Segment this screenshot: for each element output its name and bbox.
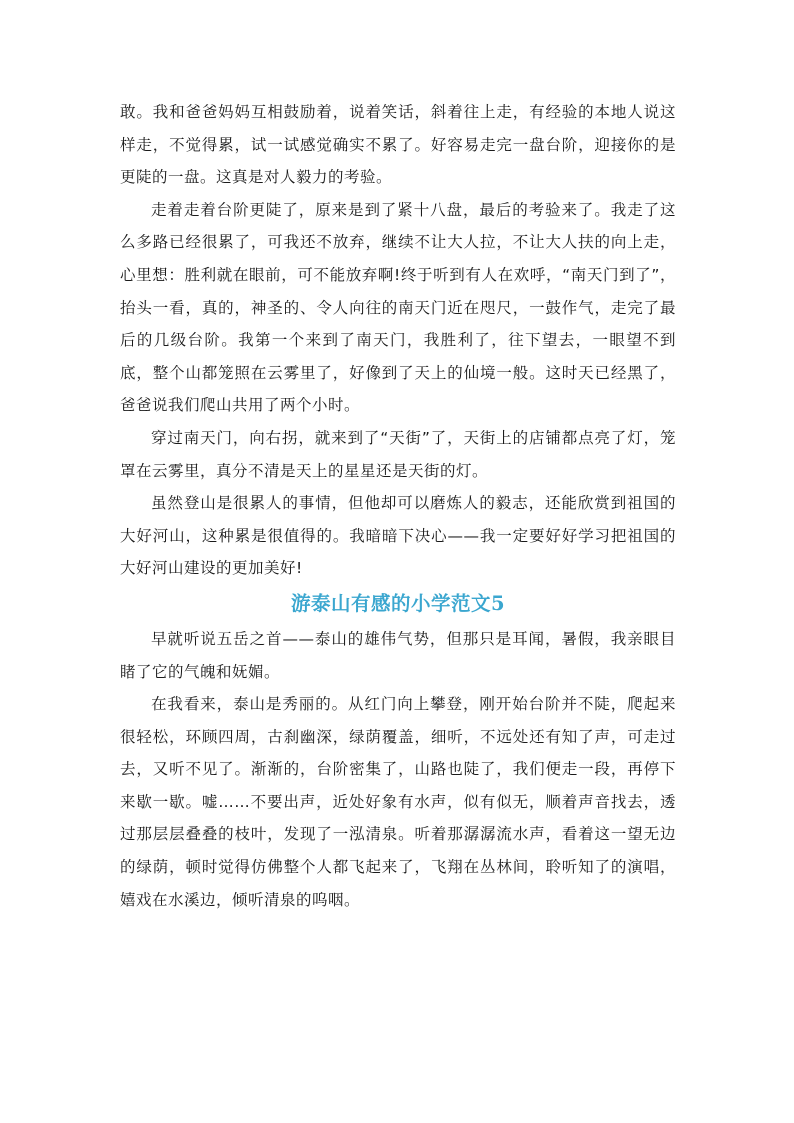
paragraph-5: 早就听说五岳之首——泰山的雄伟气势，但那只是耳闻，暑假，我亲眼目睹了它的气魄和妩媚。 xyxy=(120,629,676,681)
section-title: 游泰山有感的小学范文5 xyxy=(290,591,506,615)
paragraph-4: 虽然登山是很累人的事情，但他却可以磨炼人的毅志，还能欣赏到祖国的大好河山，这种累是很值得的。我暗暗下决心——我一定要好好学习把祖国的大好河山建设的更加美好! xyxy=(120,494,676,578)
paragraph-1: 敢。我和爸爸妈妈互相鼓励着，说着笑话，斜着往上走，有经验的本地人说这样走，不觉得累，试一试感觉确实不累了。好容易走完一盘台阶，迎接你的是更陡的一盘。这真是对人毅力的考验。 xyxy=(120,103,676,187)
paragraph-2: 走着走着台阶更陡了，原来是到了紧十八盘，最后的考验来了。我走了这么多路已经很累了，可我还不放弃，继续不让大人拉，不让大人扶的向上走，心里想：胜利就在眼前，可不能放弃啊!终于听到有人在欢呼，“南天门到了”，抬头一看，真的，神圣的、令人向往的南天门近在咫尺，一鼓作气，走完了最后的几级台阶。我第一个来到了南天门，我胜利了，往下望去，一眼望不到底，整个山都笼照在云雾里了，好像到了天上的仙境一般。这时天已经黑了，爸爸说我们爬山共用了两个小时。 xyxy=(120,200,676,415)
document-page xyxy=(120,96,676,916)
paragraph-6: 在我看来，泰山是秀丽的。从红门向上攀登，刚开始台阶并不陡，爬起来很轻松，环顾四周，古刹幽深，绿荫覆盖，细听，不远处还有知了声，可走过去，又听不见了。渐渐的，台阶密集了，山路也陡了，我们便走一段，再停下来歇一歇。嘘……不要出声，近处好象有水声，似有似无，顺着声音找去，透过那层层叠叠的枝叶，发现了一泓清泉。听着那潺潺流水声，看着这一望无边的绿荫，顿时觉得仿佛整个人都飞起来了，飞翔在丛林间，聆听知了的演唱，嬉戏在水溪边，倾听清泉的呜咽。 xyxy=(120,695,676,909)
paragraph-3: 穿过南天门，向右拐，就来到了“天街”了，天街上的店铺都点亮了灯，笼罩在云雾里，真分不清是天上的星星还是天街的灯。 xyxy=(120,428,676,480)
